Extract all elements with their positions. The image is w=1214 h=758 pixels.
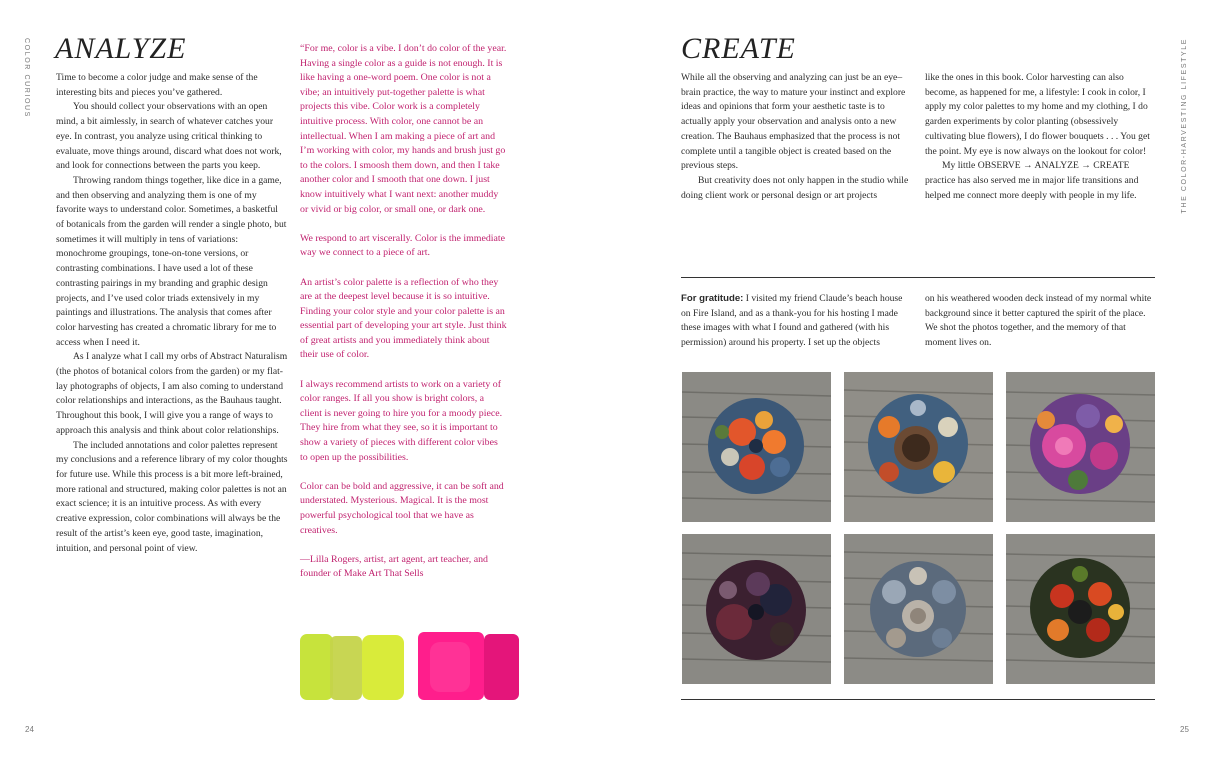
- quote-attribution: —Lilla Rogers, artist, art agent, art teacher, and founder of Make Art That Sells: [300, 553, 488, 580]
- analyze-paragraph: You should collect your observations with an open mind, a bit aimlessly, in search of whatever catches your eye. In contrast, you analyze using critical thinking to evaluate, move things around, discard what does not work, and look for connections between the parts you keep.: [56, 101, 282, 172]
- quote-paragraph: We respond to art viscerally. Color is the immediate way we connect to a piece of art.: [300, 232, 506, 259]
- analyze-paragraph: As I analyze what I call my orbs of Abstract Naturalism (the photos of botanical colors from the garden) or my flat-lay photographs of objects, I am also coming to understand color relationships and interactions, as the Bauhaus taught. Throughout this book, I will give you a range of ways to approach this analysis and think about color relationships.: [56, 351, 288, 436]
- quote-paragraph: “For me, color is a vibe. I don’t do color of the year. Having a single color as a guide is not enough. It is like having a one-word poem. One color is not a vibe; an intuitively put-together palette is what projects this vibe. Color work is a completely intuitive process. With color, one cannot be an intellectual. When I am making a piece of art and I’m working with color, my hands and brush just go to the colors. I smoosh them down, and then I take another color and I smooth that one down. I just know intuitively what I want next: another muddy or vivid or big color, or small one, or dark one.: [300, 43, 507, 215]
- divider-bottom: [681, 699, 1155, 700]
- photo-orb-pink-purple: [1006, 372, 1155, 522]
- create-paragraph: like the ones in this book. Color harvesting can also become, as happened for me, a lifestyle: I cook in color, I apply my color palettes to my home and my clothing, I do garden experiments by color planting (obsessively cultivating blue flowers), I do flower bouquets . . . You get the point. My eye is now always on the lookout for color!: [925, 72, 1150, 157]
- create-heading: CREATE: [681, 32, 796, 65]
- quote-paragraph: An artist’s color palette is a reflection of who they are at the deepest level because it is so intuitive. Finding your color style and your color palette is an essential part of developing your art style. Just think of great artists and you immediately think about their use of color.: [300, 276, 507, 361]
- analyze-body: [56, 71, 288, 556]
- photo-orb-grey-shells: [844, 534, 993, 684]
- pull-quote: [300, 42, 507, 597]
- quote-paragraph: Color can be bold and aggressive, it can be soft and understated. Mysterious. Magical. It is the most powerful psychological tool that we have as creatives.: [300, 480, 504, 536]
- photo-orb-dark-berries: [682, 534, 831, 684]
- photo-orb-pinecone: [844, 372, 993, 522]
- gratitude-label: For gratitude:: [681, 293, 744, 304]
- analyze-paragraph: Time to become a color judge and make sense of the interesting bits and pieces you’ve gathered.: [56, 72, 258, 98]
- quote-paragraph: I always recommend artists to work on a variety of color ranges. If all you show is bright colors, a client is never going to hire you for a moody piece. They hire from what they see, so it is important to show a variety of pieces with different color vibes to open up the possibilities.: [300, 378, 503, 463]
- create-paragraph: My little OBSERVE → ANALYZE → CREATE practice has also served me in major life transitions and helped me connect more deeply with people in my life.: [925, 160, 1139, 201]
- page-number-left: 24: [25, 725, 34, 734]
- analyze-paragraph: The included annotations and color palettes represent my conclusions and a reference library of my color thoughts for future use. While this process is a bit more left-brained, more rational and structured, making color palettes is not an exact science; it is an intuitive process. As with every creative expression, color combinations will always be the result of the artist’s keen eye, good taste, imagination, intuition, and personal point of view.: [56, 439, 288, 554]
- gratitude-text-2: on his weathered wooden deck instead of my normal white background since it better captured the spirit of the place. We shot the photos together, and the memory of that moment lives on.: [925, 293, 1152, 349]
- page-number-right: 25: [1180, 725, 1189, 734]
- create-col-1: [681, 71, 913, 203]
- swatch-magenta: [484, 634, 519, 700]
- gratitude-text: I visited my friend Claude’s beach house on Fire Island, and as a thank-you for his hosting I made these images with what I found and gathered (with his permission) around his property. I set up the objects: [681, 293, 903, 349]
- gratitude-col-2: [925, 292, 1155, 351]
- analyze-heading: ANALYZE: [55, 32, 187, 65]
- gratitude-col-1: [681, 292, 913, 351]
- create-paragraph: While all the observing and analyzing can just be an eye–brain practice, the way to mature your instinct and explore ideas and opinions that form your aesthetic taste is to actually apply your observation and analysis onto a new creation. The Bauhaus emphasized that the process is not complete until a tangible object is created based on the previous steps.: [681, 72, 906, 172]
- watercolor-swatches: [300, 632, 520, 702]
- photo-orb-orange-blue: [682, 372, 831, 522]
- running-head-right: THE COLOR-HARVESTING LIFESTYLE: [1181, 38, 1188, 214]
- analyze-paragraph: Throwing random things together, like dice in a game, and then observing and analyzing them is one of my favorite ways to understand color. Sometimes, a basketful of botanicals from the garden will render a single photo, but sometimes it will multiply in tens of variations: monochrome groupings, tone-on-tone versions, or contrasting combinations. I have used a lot of these contrasting pairings in my branding and graphic design projects, and I’ve used color triads extensively in my paintings and illustrations. The analysis that comes after color harvesting has created a chromatic library for me to access when I need it.: [56, 174, 287, 348]
- create-col-2: [925, 71, 1155, 203]
- swatch-olive-yellow: [330, 636, 362, 700]
- photo-orb-red-black-berries: [1006, 534, 1155, 684]
- swatch-yellow: [362, 635, 404, 700]
- running-head-left: COLOR CURIOUS: [23, 38, 30, 118]
- swatch-yellow-green: [300, 634, 333, 700]
- create-paragraph: But creativity does not only happen in the studio while doing client work or personal design or art projects: [681, 174, 909, 201]
- divider-top: [681, 277, 1155, 278]
